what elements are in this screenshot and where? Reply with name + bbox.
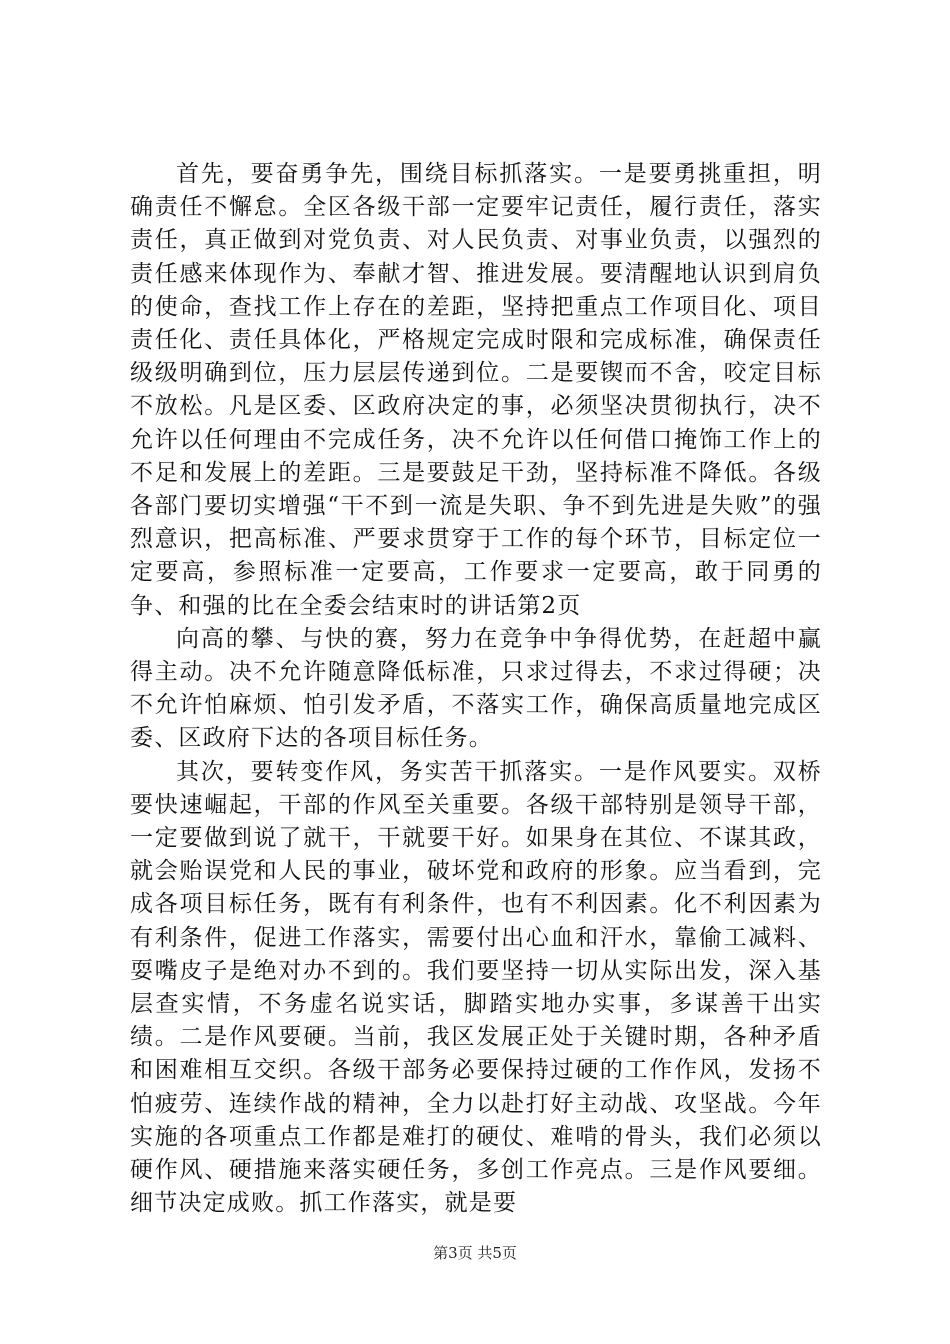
- document-body: [130, 158, 822, 1221]
- paragraph-2: 向高的攀、与快的赛，努力在竞争中争得优势，在赶超中赢得主动。决不允许随意降低标准，只求过得去，不求过得硬；决不允许怕麻烦、怕引发矛盾，不落实工作，确保高质量地完成区委、区政府下达的各项目标任务。: [130, 625, 822, 752]
- paragraph-3: 其次，要转变作风，务实苦干抓落实。一是作风要实。双桥要快速崛起，干部的作风至关重要。各级干部特别是领导干部，一定要做到说了就干，干就要干好。如果身在其位、不谋其政，就会贻误党和人民的事业，破坏党和政府的形象。应当看到，完成各项目标任务，既有有利条件，也有不利因素。化不利因素为有利条件，促进工作落实，需要付出心血和汗水，靠偷工减料、耍嘴皮子是绝对办不到的。我们要坚持一切从实际出发，深入基层查实情，不务虚名说实话，脚踏实地办实事，多谋善干出实绩。二是作风要硬。当前，我区发展正处于关键时期，各种矛盾和困难相互交织。各级干部务必要保持过硬的工作作风，发扬不怕疲劳、连续作战的精神，全力以赴打好主动战、攻坚战。今年实施的各项重点工作都是难打的硬仗、难啃的骨头，我们必须以硬作风、硬措施来落实硬任务，多创工作亮点。三是作风要细。细节决定成败。抓工作落实，就是要: [130, 758, 822, 1217]
- page-footer: 第3页 共5页: [433, 1244, 517, 1262]
- paragraph-1: 首先，要奋勇争先，围绕目标抓落实。一是要勇挑重担，明确责任不懈怠。全区各级干部一定要牢记责任，履行责任，落实责任，真正做到对党负责、对人民负责、对事业负责，以强烈的责任感来体现作为、奉献才智、推进发展。要清醒地认识到肩负的使命，查找工作上存在的差距，坚持把重点工作项目化、项目责任化、责任具体化，严格规定完成时限和完成标准，确保责任级级明确到位，压力层层传递到位。二是要锲而不舍，咬定目标不放松。凡是区委、区政府决定的事，必须坚决贯彻执行，决不允许以任何理由不完成任务，决不允许以任何借口掩饰工作上的不足和发展上的差距。三是要鼓足干劲，坚持标准不降低。各级各部门要切实增强“干不到一流是失职、争不到先进是失败”的强烈意识，把高标准、严要求贯穿于工作的每个环节，目标定位一定要高，参照标准一定要高，工作要求一定要高，敢于同勇的争、和强的比在全委会结束时的讲话第2页: [130, 161, 822, 619]
